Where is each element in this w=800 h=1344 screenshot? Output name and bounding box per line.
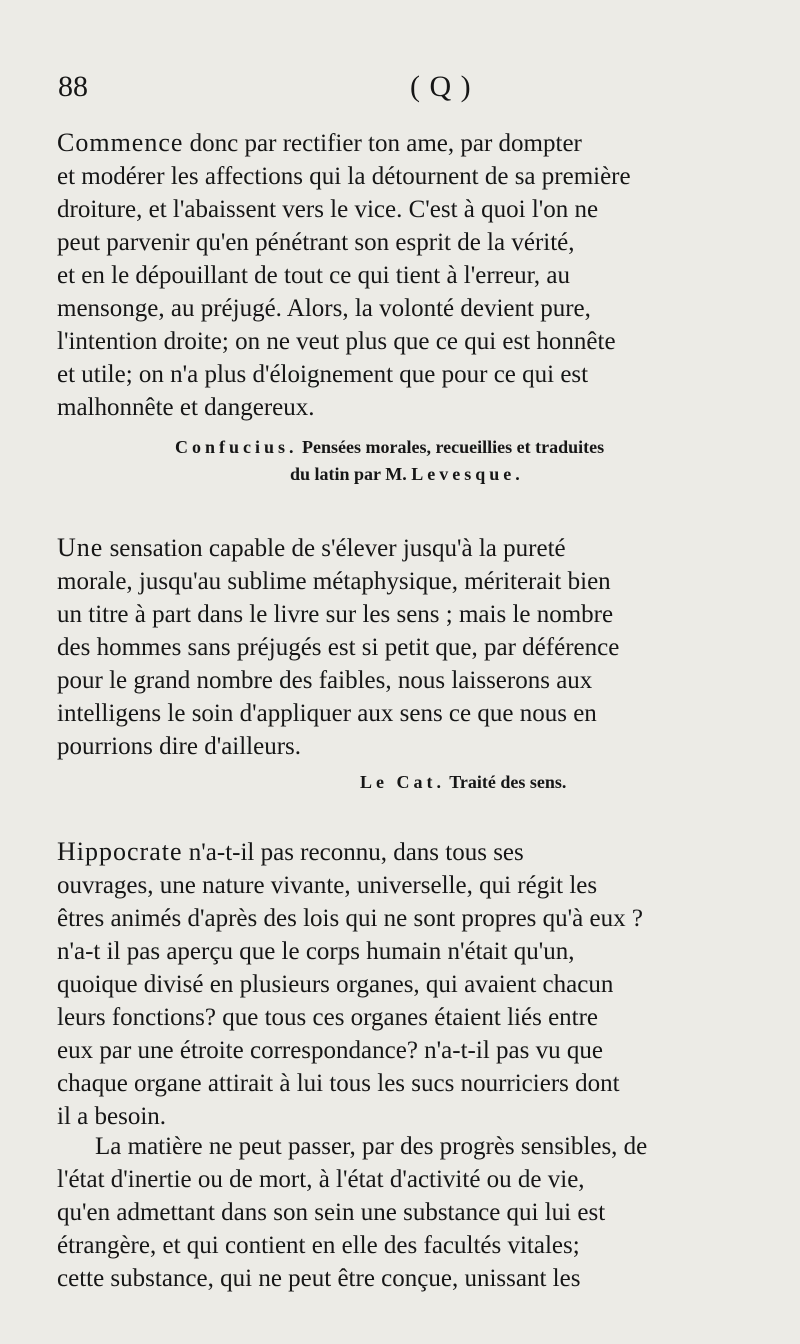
signature-mark: ( Q ): [410, 70, 472, 103]
page-header: [58, 70, 742, 110]
lead-word: Une: [57, 533, 104, 562]
text-line: pour le grand nombre des faibles, nous laisserons aux: [57, 667, 593, 694]
text-line: êtres animés d'après des lois qui ne sont propres qu'à eux ?: [57, 905, 643, 932]
attribution-title: Traité des sens.: [449, 772, 567, 792]
lead-word: Hippocrate: [57, 837, 183, 866]
text-line: intelligens le soin d'appliquer aux sens ce que nous en: [57, 700, 597, 727]
text-line: La matière ne peut passer, par des progrès sensibles, de: [95, 1133, 648, 1160]
page-number: 88: [58, 70, 88, 103]
text-line: mensonge, au préjugé. Alors, la volonté devient pure,: [57, 295, 591, 322]
attribution-author: Le Cat.: [360, 772, 445, 792]
text-line: et utile; on n'a plus d'éloignement que pour ce qui est: [57, 361, 589, 388]
paragraph-confucius: [57, 126, 720, 424]
attribution-le-cat: [360, 772, 566, 793]
text-line: chaque organe attirait à lui tous les sucs nourriciers dont: [57, 1070, 620, 1097]
text-line: cette substance, qui ne peut être conçue, unissant les: [57, 1265, 581, 1292]
paragraph-le-cat: [57, 531, 720, 763]
attribution-translator: [290, 464, 524, 485]
text-line: l'état d'inertie ou de mort, à l'état d'activité ou de vie,: [57, 1166, 585, 1193]
text-line: l'intention droite; on ne veut plus que ce qui est honnête: [57, 328, 616, 355]
attribution-translator-name: Levesque.: [411, 464, 524, 484]
text-line: Une sensation capable de s'élever jusqu'à la pureté: [57, 533, 566, 562]
text-line: pourrions dire d'ailleurs.: [57, 733, 302, 760]
text-line: eux par une étroite correspondance? n'a-t-il pas vu que: [57, 1037, 603, 1064]
text-line: et en le dépouillant de tout ce qui tient à l'erreur, au: [57, 262, 571, 289]
text-line: Hippocrate n'a-t-il pas reconnu, dans tous ses: [57, 837, 524, 866]
attribution-translator-prefix: du latin par M.: [290, 464, 407, 484]
text-line: malhonnête et dangereux.: [57, 394, 315, 421]
lead-word: La: [95, 1133, 122, 1160]
attribution-confucius: [175, 437, 604, 458]
text-line: leurs fonctions? que tous ces organes étaient liés entre: [57, 1004, 599, 1031]
text-line: quoique divisé en plusieurs organes, qui avaient chacun: [57, 971, 614, 998]
text-line: et modérer les affections qui la détournent de sa première: [57, 163, 631, 190]
text-line: un titre à part dans le livre sur les sens ; mais le nombre: [57, 601, 614, 628]
paragraph-hippocrate: [57, 835, 720, 1133]
attribution-title: Pensées morales, recueillies et traduites: [302, 437, 605, 457]
text-line: peut parvenir qu'en pénétrant son esprit de la vérité,: [57, 229, 575, 256]
attribution-author: Confucius.: [175, 437, 298, 457]
text-line: ouvrages, une nature vivante, universelle, qui régit les: [57, 872, 598, 899]
text-line: Commence donc par rectifier ton ame, par dompter: [57, 128, 582, 157]
text-line: morale, jusqu'au sublime métaphysique, mériterait bien: [57, 568, 611, 595]
text-line: des hommes sans préjugés est si petit que, par déférence: [57, 634, 620, 661]
text-line: n'a-t il pas aperçu que le corps humain n'était qu'un,: [57, 938, 575, 965]
paragraph-matiere: [57, 1130, 720, 1295]
lead-word: Commence: [57, 128, 184, 157]
text-line: droiture, et l'abaissent vers le vice. C'est à quoi l'on ne: [57, 196, 599, 223]
text-line: étrangère, et qui contient en elle des facultés vitales;: [57, 1232, 580, 1259]
text-line: il a besoin.: [57, 1103, 167, 1130]
text-line: qu'en admettant dans son sein une substance qui lui est: [57, 1199, 606, 1226]
